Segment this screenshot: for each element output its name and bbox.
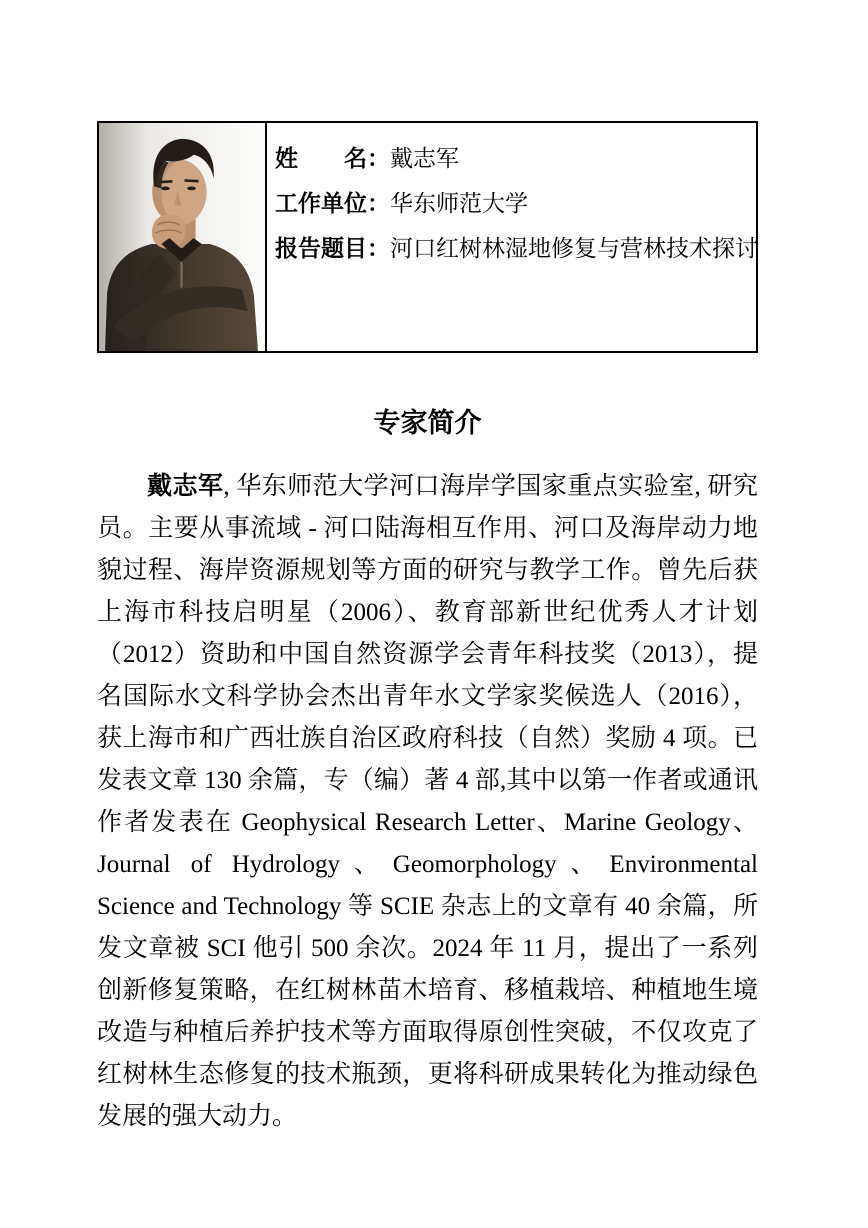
field-report-title-label: 报告题目： (275, 235, 390, 261)
field-name-value: 戴志军 (390, 146, 459, 171)
field-work-unit-label: 工作单位： (275, 190, 390, 216)
field-report-title-value: 河口红树林湿地修复与营林技术探讨 (390, 236, 758, 261)
bio-text: , 华东师范大学河口海岸学国家重点实验室, 研究员。主要从事流域 - 河口陆海相互作用、河口及海岸动力地貌过程、海岸资源规划等方面的研究与教学工作。曾先后获上海市科技启明星（2006）、教育部新世纪优秀人才计划（2012）资助和中国自然资源学会青年科技奖（2013），提名国际水文科学协会杰出青年水文学家奖候选人（2016），获上海市和广西壮族自治区政府科技（自然）奖励 4 项。已发表文章 130 余篇，专（编）著 4 部,其中以第一作者或通讯作者发表在 Geophysical Research Letter、Marine Geology、Journal of Hydrology、Geomorphology、Environmental Science and Technology 等 SCIE 杂志上的文章有 40 余篇，所发文章被 SCI 他引 500 余次。2024 年 11 月，提出了一系列创新修复策略，在红树林苗木培育、移植栽培、种植地生境改造与种植后养护技术等方面取得原创性突破，不仅攻克了红树林生态修复的技术瓶颈，更将科研成果转化为推动绿色发展的强大动力。 (97, 473, 758, 1130)
field-name (275, 136, 748, 181)
section-title: 专家简介 (373, 408, 482, 438)
field-work-unit-value: 华东师范大学 (390, 191, 528, 216)
info-cell (266, 122, 757, 352)
profile-row (98, 122, 757, 352)
expert-portrait-photo (99, 123, 265, 351)
field-report-title (275, 226, 758, 271)
photo-cell (98, 122, 266, 352)
field-work-unit (275, 181, 748, 226)
bio-expert-name: 戴志军 (147, 473, 224, 500)
field-name-label: 姓 名： (275, 145, 390, 171)
profile-table (97, 121, 758, 353)
bio-paragraph (97, 466, 758, 1138)
